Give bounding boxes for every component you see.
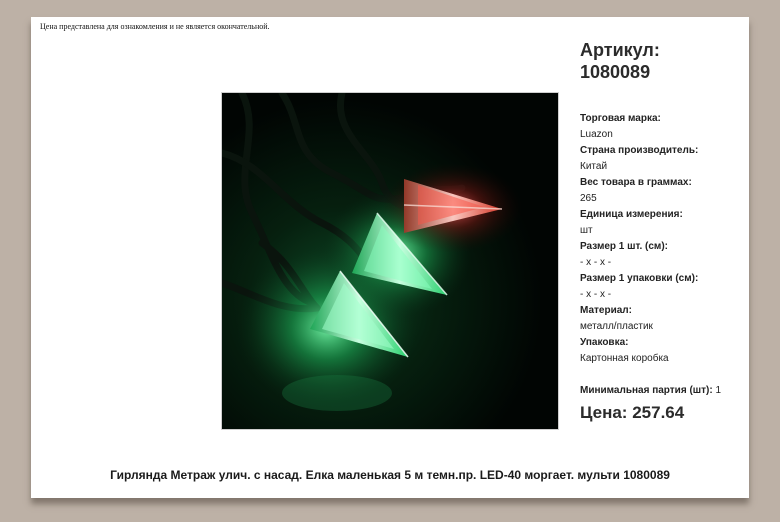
product-sheet [31,17,749,498]
garland-illustration [222,93,558,429]
minimum-lot [580,383,746,399]
property-label-item-size: Размер 1 шт. (см): [580,241,668,252]
property-label-package-size: Размер 1 упаковки (см): [580,273,699,284]
property-label-material: Материал: [580,305,632,316]
property-value-item-size: - х - х - [580,257,612,268]
property-label-country: Страна производитель: [580,145,699,156]
price-value: 257.64 [632,403,685,422]
property-label-brand: Торговая марка: [580,113,661,124]
minimum-lot-value: 1 [715,385,722,396]
property-label-unit: Единица измерения: [580,209,683,220]
property-list [580,111,746,367]
property-value-material: металл/пластик [580,321,653,332]
article-heading [580,39,746,83]
property-value-unit: шт [580,225,593,236]
property-value-package-size: - х - х - [580,289,612,300]
property-value-country: Китай [580,161,608,172]
product-photo [221,92,559,430]
minimum-lot-label: Минимальная партия (шт): [580,385,713,396]
product-info [580,39,746,425]
property-label-weight: Вес товара в граммах: [580,177,692,188]
property-label-packaging: Упаковка: [580,337,629,348]
article-label: Артикул: [580,40,660,60]
price-label: Цена: [580,403,628,422]
property-value-packaging: Картонная коробка [580,353,669,364]
price [580,401,746,425]
article-number: 1080089 [580,62,651,82]
price-disclaimer: Цена представлена для ознакомления и не является окончательной. [40,22,270,31]
property-value-brand: Luazon [580,129,613,140]
property-value-weight: 265 [580,193,597,204]
product-title: Гирлянда Метраж улич. с насад. Елка маленькая 5 м темн.пр. LED-40 моргает. мульти 1080089 [110,468,670,482]
